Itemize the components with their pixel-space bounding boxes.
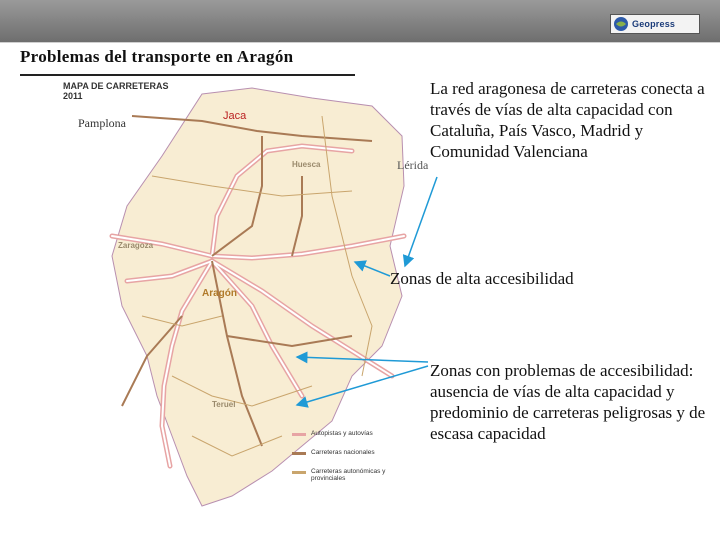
map-label-zaragoza: Zaragoza	[118, 241, 154, 250]
map-label-teruel: Teruel	[212, 400, 236, 409]
arrow-problems-1	[297, 357, 428, 362]
map-header-year: 2011	[63, 91, 83, 101]
slide-title: Problemas del transporte en Aragón	[20, 47, 294, 66]
logo-text: Geopress	[632, 19, 676, 29]
arrow-problems-2	[297, 366, 428, 405]
place-label-jaca: Jaca	[223, 110, 247, 122]
legend-label: Carreteras autonómicas y provinciales	[311, 468, 386, 482]
map-label-aragon: Aragón	[202, 288, 237, 299]
map-label-huesca: Huesca	[292, 160, 321, 169]
arrow-high-access	[355, 262, 390, 276]
place-label-pamplona: Pamplona	[78, 116, 126, 130]
legend-label: Autopistas y autovías	[311, 430, 373, 437]
problems-text: Zonas con problemas de accesibilidad: ausencia de vías de alta capacidad y predominio de carreteras peligrosas y de escasa capacidad	[430, 361, 706, 443]
high-access-text: Zonas de alta accesibilidad	[390, 269, 574, 288]
place-label-lerida: Lérida	[397, 158, 429, 172]
legend-label: Carreteras nacionales	[311, 449, 375, 456]
map-header-title: MAPA DE CARRETERAS	[63, 81, 169, 91]
arrow-intro	[405, 177, 437, 266]
intro-text: La red aragonesa de carreteras conecta a través de vías de alta capacidad con Cataluña, País Vasco, Madrid y Comunidad Valenciana	[430, 79, 705, 161]
